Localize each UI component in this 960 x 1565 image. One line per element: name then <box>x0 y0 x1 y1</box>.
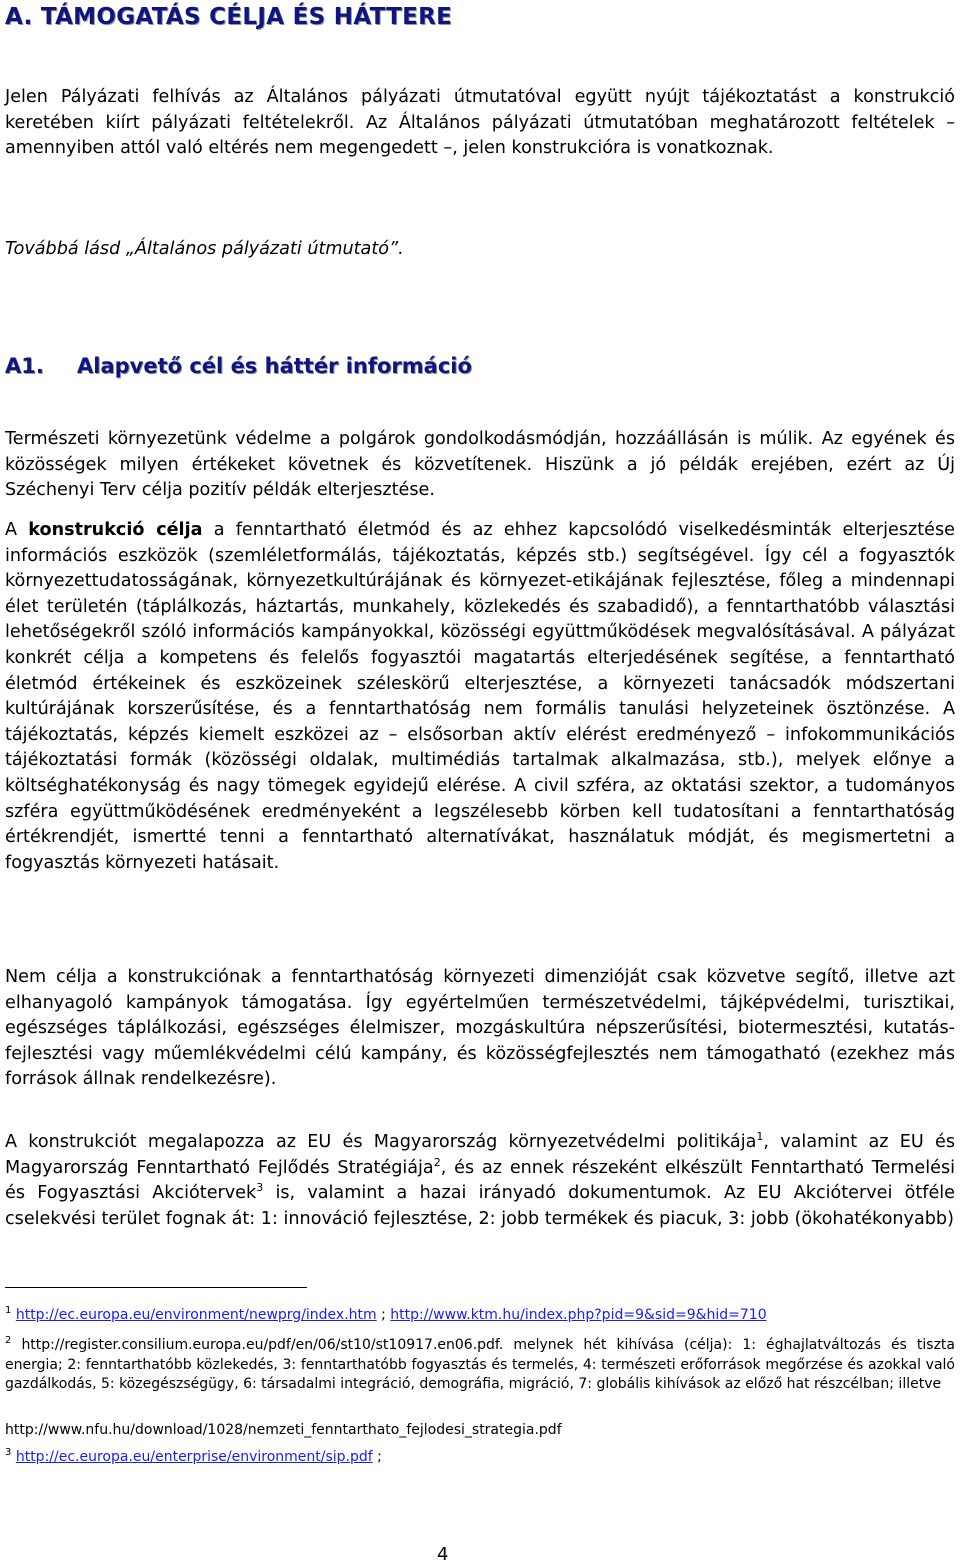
background-paragraph: Természeti környezetünk védelme a polgárok gondolkodásmódján, hozzáállásán is múlik. Az egyének és közösségek milyen értékeket követnek és közvetítenek. Hiszünk a jó példák erejében, ezért az Új Széchenyi Terv célja pozitív példák elterjesztése. <box>5 429 955 501</box>
section-title: Alapvető cél és háttér információ <box>77 354 472 378</box>
footnote-1-link-1[interactable]: http://ec.europa.eu/environment/newprg/index.htm <box>15 1307 377 1323</box>
goal-pre: A <box>5 520 29 540</box>
basis-text-2: , valamint az EU és Magyarország Fenntartható Fejlődés Stratégiája <box>5 1132 955 1178</box>
not-goal-paragraph: Nem célja a konstrukciónak a fenntarthatóság környezeti dimenzióját csak közvetve segítő, illetve azt elhanyagoló kampányok támogatása. Így egyértelműen természetvédelmi, tájképvédelmi, turisztikai, egészséges táplálkozási, egészséges élelmiszer, mozgáskultúra népszerűsítési, biotermesztési, kutatás-fejlesztési vagy műemlékvédelmi célú kampány, és közösségfejlesztés nem támogatható (ezekhez más források állnak rendelkezésre). <box>5 967 955 1090</box>
footnote-2-number: 2 <box>5 1335 12 1346</box>
goal-paragraph <box>5 518 955 876</box>
main-heading: A. TÁMOGATÁS CÉLJA ÉS HÁTTERE <box>5 4 453 30</box>
intro-paragraph: Jelen Pályázati felhívás az Általános pályázati útmutatóval együtt nyújt tájékoztatást a konstrukció keretében kiírt pályázati feltételekről. Az Általános pályázati útmutatóban meghatározott feltételek – amennyiben attól való eltérés nem megengedett –, jelen konstrukcióra is vonatkoznak. <box>5 87 955 159</box>
footnote-2-url: http://www.nfu.hu/download/1028/nemzeti_fenntarthato_fejlodesi_strategia.pdf <box>5 1422 562 1438</box>
section-number: A1. <box>5 354 44 378</box>
footnote-3 <box>5 1448 955 1468</box>
goal-text: a fenntartható életmód és az ehhez kapcsolódó viselkedésminták elterjesztése információs eszközök (szemléletformálás, tájékoztatás, képzés stb.) segítségével. Így cél a fogyasztók környezettudatosságának, környezetkultúrájának és környezet-etikájának fejlesztése, főleg a mindennapi élet területén (táplálkozás, háztartás, munkahely, közlekedés és szabadidő), a fenntarthatóbb választási lehetőségekről szóló információs kampányokkal, közösségi együttműködések megvalósításával. A pályázat konkrét célja a kompetens és felelős fogyasztói magatartás elterjedésének segítése, a fenntartható életmód értékeinek és eszközeinek széleskörű elterjesztése, a környezeti tanácsadók módszertani kultúrájának korszerűsítése, és a fenntarthatóság nem formális tanulási helyzeteinek ösztönzése. A tájékoztatás, képzés kiemelt eszközei az – elsősorban aktív elérést eredményező – infokommunikációs tájékoztatási formák (közösségi oldalak, multimédiás tartalmak alkalmazása, stb.), melyek előnye a költséghatékonyság és nagy tömegek egyidejű elérése. A civil szféra, az oktatási szektor, a tudományos szféra együttműködésének eredményeként a legszélesebb körben kell tudatosítani a fenntarthatóság értékrendjét, ismertté tenni a fenntartható alternatívákat, használatuk módját, és megismertetni a fogyasztás környezeti hatásait. <box>5 520 955 873</box>
goal-bold-term: konstrukció célja <box>28 520 203 540</box>
footnote-ref-1[interactable]: 1 <box>756 1130 764 1143</box>
footnote-1-link-2[interactable]: http://www.ktm.hu/index.php?pid=9&sid=9&hid=710 <box>390 1307 767 1323</box>
basis-text-3: , és az ennek részeként elkészült Fenntartható Termelési és Fogyasztási Akciótervek <box>5 1157 956 1204</box>
footnote-2 <box>5 1336 955 1395</box>
section-heading <box>5 354 472 378</box>
footnote-3-number: 3 <box>5 1447 12 1458</box>
page-number: 4 <box>437 1544 449 1565</box>
see-also-note: Továbbá lásd „Általános pályázati útmutató”. <box>5 239 404 259</box>
footnote-1-separator: ; <box>376 1307 391 1323</box>
footnote-ref-2[interactable]: 2 <box>433 1155 441 1169</box>
footnote-1 <box>5 1306 955 1326</box>
footnote-separator <box>5 1287 307 1288</box>
footnote-1-number: 1 <box>5 1305 12 1316</box>
footnote-ref-3[interactable]: 3 <box>256 1181 264 1195</box>
footnote-3-link[interactable]: http://ec.europa.eu/enterprise/environment/sip.pdf <box>15 1449 373 1465</box>
basis-text-1: A konstrukciót megalapozza az EU és Magyarország környezetvédelmi politikája <box>5 1132 757 1152</box>
footnote-2-text: http://register.consilium.europa.eu/pdf/en/06/st10/st10917.en06.pdf. melynek hét kihívása (célja): 1: éghajlatváltozás és tiszta energia; 2: fenntarthatóbb közlekedés, 3: fenntarthatóbb fogyasztás és termelés, 4: természeti erőforrások megőrzése és azokkal való gazdálkodás, 5: közegészségügy, 6: társadalmi integráció, demográfia, migráció, 7: globális kihívások az előző hat részcélban; illetve <box>5 1337 955 1392</box>
basis-paragraph <box>5 1130 955 1232</box>
footnote-3-tail: ; <box>372 1449 382 1465</box>
basis-text-4: is, valamint a hazai irányadó dokumentumok. Az EU Akciótervei ötféle cselekvési terület fognak át: 1: innováció fejlesztése, 2: jobb termékek és piacuk, 3: jobb (ökohatékonyabb) <box>5 1183 955 1229</box>
